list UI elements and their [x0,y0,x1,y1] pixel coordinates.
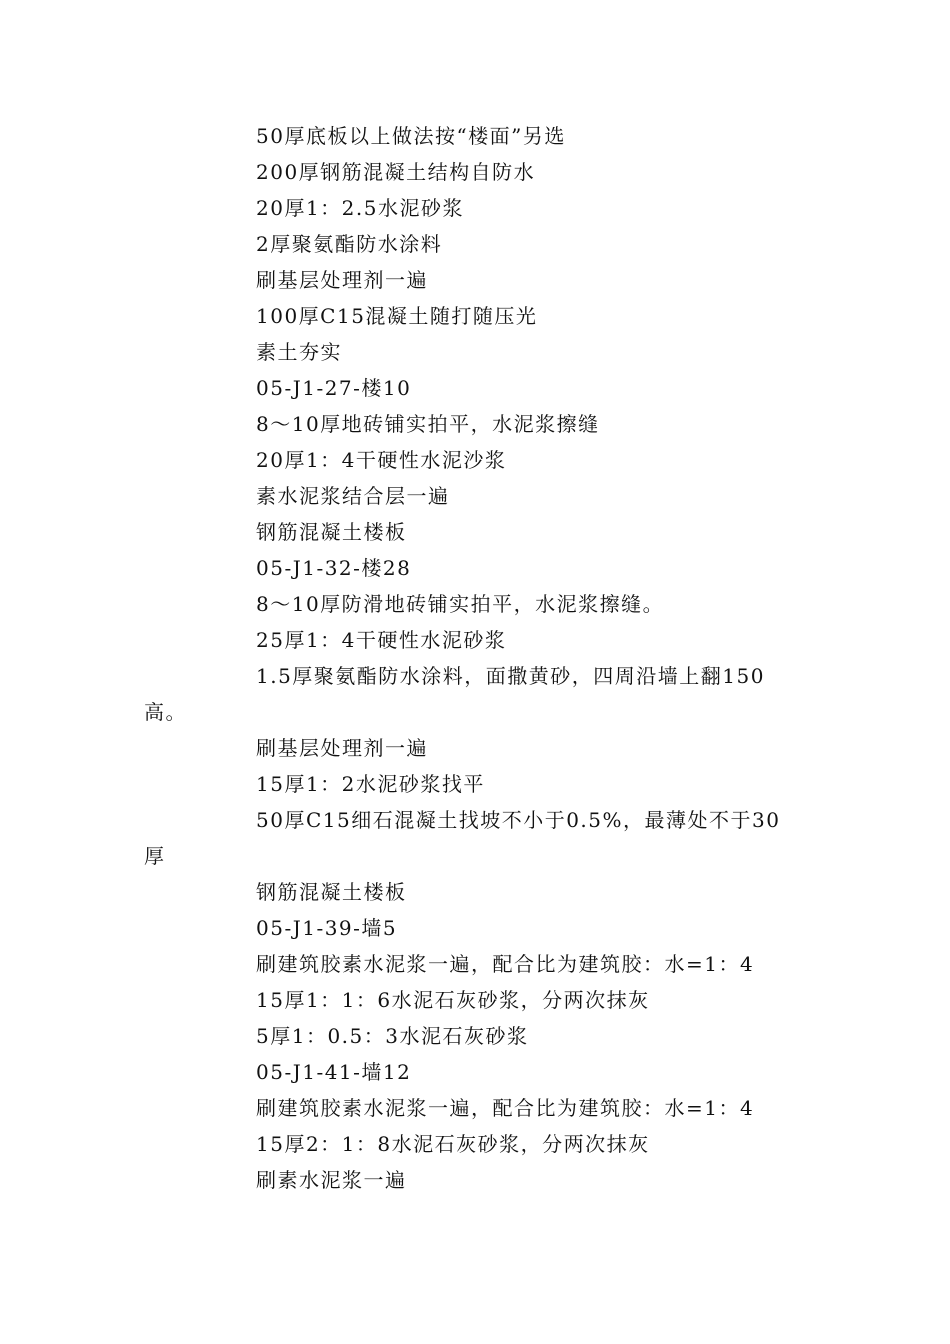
text-line: 50厚C15细石混凝土找坡不小于0.5%，最薄处不于30 [256,808,781,832]
text-line: 15厚1：2水泥砂浆找平 [256,772,485,796]
text-line: 钢筋混凝土楼板 [256,520,407,544]
text-line: 刷基层处理剂一遍 [256,736,428,760]
text-line: 15厚1：1：6水泥石灰砂浆，分两次抹灰 [256,988,650,1012]
text-line: 素土夯实 [256,340,342,364]
text-line: 8～10厚地砖铺实拍平，水泥浆擦缝 [256,412,600,436]
text-line: 25厚1：4干硬性水泥砂浆 [256,628,507,652]
text-line: 刷素水泥浆一遍 [256,1168,407,1192]
text-line: 15厚2：1：8水泥石灰砂浆，分两次抹灰 [256,1132,650,1156]
text-line: 50厚底板以上做法按“楼面”另选 [256,124,566,148]
text-line: 200厚钢筋混凝土结构自防水 [256,160,536,184]
text-line: 2厚聚氨酯防水涂料 [256,232,443,256]
section-code: 05-J1-41-墙12 [256,1060,412,1084]
text-line: 素水泥浆结合层一遍 [256,484,450,508]
section-code: 05-J1-39-墙5 [256,916,398,940]
text-line: 钢筋混凝土楼板 [256,880,407,904]
text-line: 1.5厚聚氨酯防水涂料，面撒黄砂，四周沿墙上翻150 [256,664,765,688]
section-code: 05-J1-27-楼10 [256,376,412,400]
text-line-continuation: 高。 [144,700,187,724]
text-line: 刷建筑胶素水泥浆一遍，配合比为建筑胶：水=1：4 [256,952,755,976]
text-line: 刷基层处理剂一遍 [256,268,428,292]
section-code: 05-J1-32-楼28 [256,556,412,580]
text-line: 5厚1：0.5：3水泥石灰砂浆 [256,1024,529,1048]
text-line: 8～10厚防滑地砖铺实拍平，水泥浆擦缝。 [256,592,665,616]
text-line: 刷建筑胶素水泥浆一遍，配合比为建筑胶：水=1：4 [256,1096,755,1120]
text-line: 100厚C15混凝土随打随压光 [256,304,538,328]
text-line: 20厚1：4干硬性水泥沙浆 [256,448,507,472]
text-line: 20厚1：2.5水泥砂浆 [256,196,464,220]
text-body [144,118,824,1198]
text-line-continuation: 厚 [144,844,166,868]
